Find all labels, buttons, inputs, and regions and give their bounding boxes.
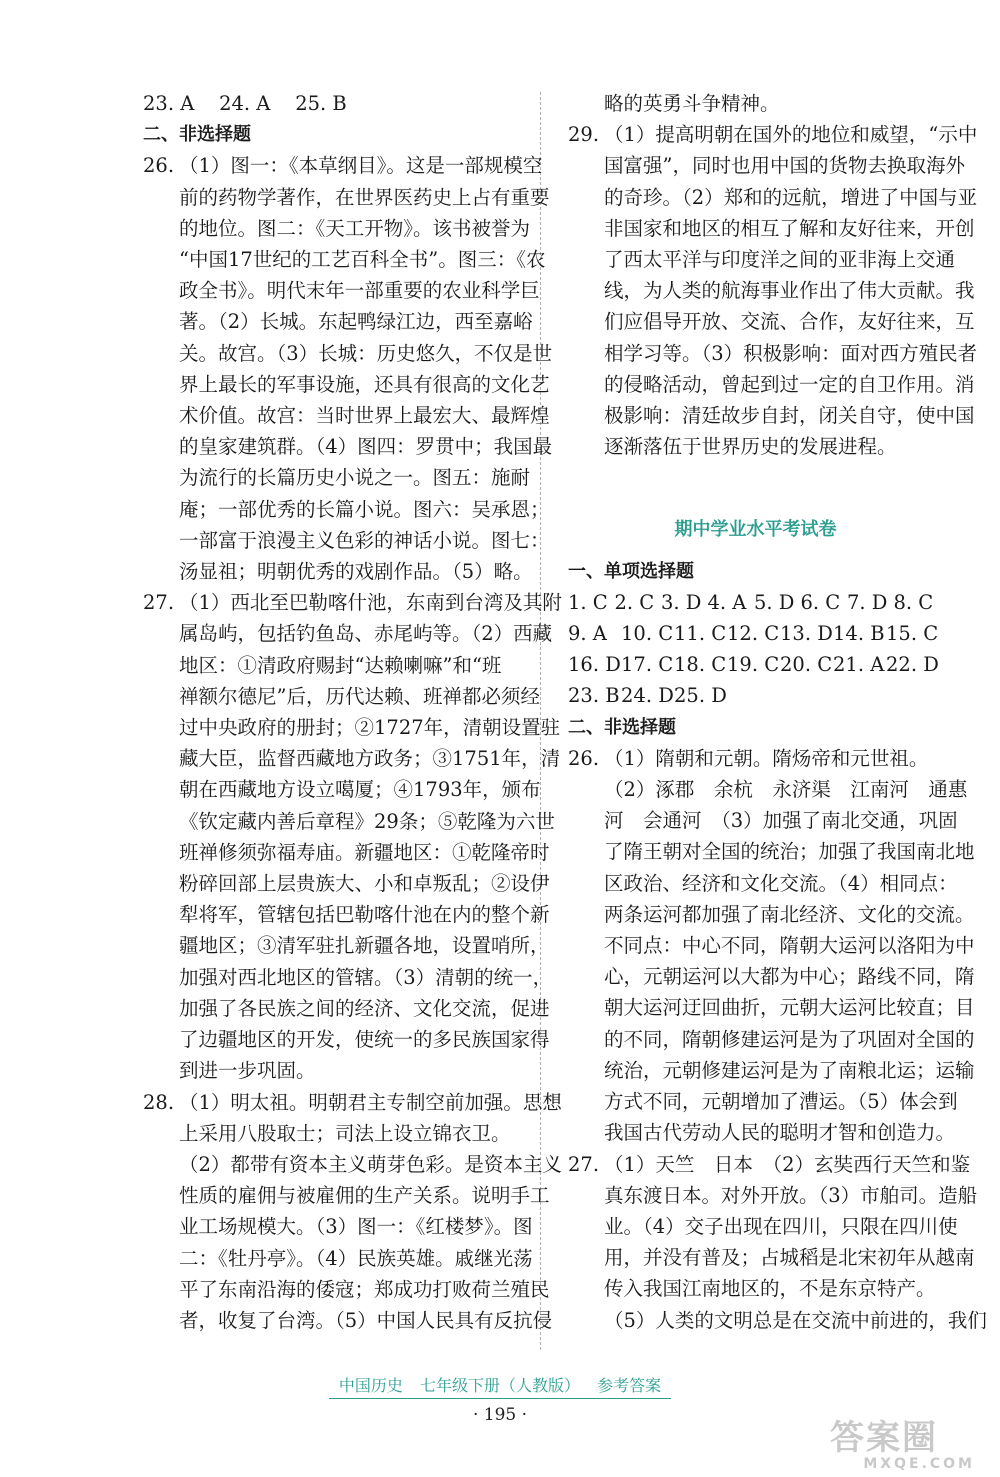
choice-answer: 4. A [707,590,747,614]
text-line: 界上最长的军事设施，还具有很高的文化艺 [179,372,550,396]
question-body [604,1149,987,1336]
choice-answer: 11. C [674,622,727,646]
text-line: “中国17世纪的工艺百科全书”。图三：《农 [179,248,546,272]
text-line: 业。（4）交子出现在四川，只限在四川使 [604,1214,958,1238]
text-line: 的奇珍。（2）郑和的远航，增进了中国与亚 [604,185,978,209]
choice-answer: 24. D [621,684,674,708]
text-line: 粉碎回部上层贵族大、小和卓叛乱；②设伊 [179,872,550,896]
text-line: 政全书》。明代末年一部重要的农业科学巨 [179,279,540,303]
text-line: 关。故宫。（3）长城：历史悠久，不仅是世 [179,341,553,365]
text-line: 我国古代劳动人民的聪明才智和创造力。 [604,1121,956,1145]
footer-grade: 七年级下册（人教版） [419,1376,580,1395]
choice-answer: 13. D [780,622,833,646]
footer-subject: 中国历史 [338,1376,403,1395]
question-body [604,119,977,462]
choice-row [568,587,943,618]
text-line: 传入我国江南地区的，不是东京特产。 [604,1277,936,1301]
choice-answer: 2. C [614,590,655,614]
question-body [179,1087,562,1337]
text-line: 庵；一部优秀的长篇小说。图六：吴承恩； [179,497,550,521]
footer-bar [329,1373,671,1399]
text-line: （1）隋朝和元朝。隋炀帝和元世祖。 [604,746,929,770]
text-line: 朝在西藏地方设立噶厦；④1793年，颁布 [179,778,541,802]
choice-answer: 20. C [780,653,833,677]
question-number: 27. [143,591,175,615]
text-line: 相学习等。（3）积极影响：面对西方殖民者 [604,341,978,365]
text-line: 者，收复了台湾。（5）中国人民具有反抗侵 [179,1308,553,1332]
choice-answer: 14. B [833,622,885,646]
choice-answer: 1. C [568,590,608,614]
text-line: 了西太平洋与印度洋之间的亚非海上交通 [604,248,956,272]
text-line: 地区：①清政府赐封“达赖喇嘛”和“班 [179,653,502,677]
text-line: 两条运河都加强了南北经济、文化的交流。 [604,902,975,926]
answer-item: 25. B [295,92,347,115]
choice-answer: 15. C [886,622,939,646]
text-line: 不同点：中心不同，隋朝大运河以洛阳为中 [604,934,975,958]
text-line: 藏大臣，监督西藏地方政务；③1751年，清 [179,747,561,771]
text-line: 为流行的长篇历史小说之一。图五：施耐 [179,466,531,490]
choice-row [568,618,943,649]
text-line: 到进一步巩固。 [179,1059,316,1083]
text-line: 了边疆地区的开发，使统一的多民族国家得 [179,1028,550,1052]
left-column [143,88,562,1336]
footer-label: 参考答案 [597,1376,662,1395]
question-28 [143,1087,562,1337]
text-line: 方式不同，元朝增加了漕运。（5）体会到 [604,1090,958,1114]
choice-row [568,649,943,680]
text-line: 线，为人类的航海事业作出了伟大贡献。我 [604,279,975,303]
text-line: 统治，元朝修建运河是为了南粮北运；运输 [604,1058,975,1082]
text-line: 性质的雇佣与被雇佣的生产关系。说明手工 [179,1184,550,1208]
text-line: 了隋王朝对全国的统治；加强了我国南北地 [604,840,975,864]
section-heading: 二、非选择题 [143,124,251,146]
choice-answer: 22. D [886,653,939,677]
question-number: 26. [568,746,600,770]
text-line: 术价值。故宫：当时世界上最宏大、最辉煌 [179,404,550,428]
exam-section-title: 期中学业水平考试卷 [674,519,837,541]
watermark-main: 答案圈 [830,1418,938,1458]
choice-answer: 23. B [568,684,620,708]
question-body [179,150,552,587]
question-number: 26. [143,154,175,178]
text-line: （1）提高明朝在国外的地位和威望，“示中 [604,123,978,147]
question-26-mid [568,743,975,1149]
right-column [568,88,987,1336]
text-line: 加强了各民族之间的经济、文化交流，促进 [179,996,550,1020]
answer-item: 24. A [219,92,271,115]
text-line: （2）都带有资本主义萌芽色彩。是资本主义 [179,1152,562,1176]
choice-answer: 10. C [621,622,674,646]
text-line: 真东渡日本。对外开放。（3）市舶司。造船 [604,1183,978,1207]
page-footer [0,1373,1000,1399]
text-line: （1）明太祖。明朝君主专制空前加强。思想 [179,1090,562,1114]
choice-answer: 18. C [674,653,727,677]
question-number: 29. [568,123,600,147]
text-line: 的不同，隋朝修建运河是为了巩固对全国的 [604,1027,975,1051]
text-line: 心，元朝运河以大都为中心；路线不同，隋 [604,965,975,989]
text-line: 疆地区；③清军驻扎新疆各地，设置哨所， [179,934,550,958]
question-number: 28. [143,1090,175,1114]
text-line: 二：《牡丹亭》。（4）民族英雄。戚继光荡 [179,1246,533,1270]
text-line: （2）涿郡 余杭 永济渠 江南河 通惠 [604,778,968,802]
text-line: （1）图一：《本草纲目》。这是一部规模空 [179,154,543,178]
watermark-sub: MXQE.COM [863,1456,975,1472]
question-27-mid [568,1149,987,1336]
choice-answers [568,587,943,712]
text-line: 河 会通河 （3）加强了南北交通，巩固 [604,809,958,833]
section-heading: 二、非选择题 [568,716,676,738]
question-27 [143,587,562,1086]
choice-answer: 19. C [727,653,780,677]
text-line: 的皇家建筑群。（4）图四：罗贯中；我国最 [179,435,553,459]
text-line: 班禅修须弥福寿庙。新疆地区：①乾隆帝时 [179,840,550,864]
choice-row [568,680,943,711]
choice-answer: 21. A [833,653,885,677]
text-line: 前的药物学著作，在世界医药史上占有重要 [179,185,550,209]
question-body [604,743,975,1149]
text-line: （1）西北至巴勒喀什池，东南到台湾及其附 [179,591,562,615]
text-line: 过中央政府的册封；②1727年，清朝设置驻 [179,716,561,740]
choice-answer: 25. D [674,684,727,708]
text-line: 一部富于浪漫主义色彩的神话小说。图七： [179,528,550,552]
text-line: 的地位。图二：《天工开物》。该书被誉为 [179,216,531,240]
text-line: 用，并没有普及；占城稻是北宋初年从越南 [604,1246,975,1270]
text-line: 上采用八股取士；司法上设立锦衣卫。 [179,1121,511,1145]
choice-answer: 17. C [621,653,674,677]
text-line: 极影响：清廷故步自封，闭关自守，使中国 [604,404,975,428]
answer-row-top [143,88,518,119]
question-29 [568,119,978,462]
text-line: 《钦定藏内善后章程》29条；⑤乾隆为六世 [179,809,555,833]
text-line: 加强对西北地区的管辖。（3）清朝的统一， [179,965,553,989]
text-line: （5）人类的文明总是在交流中前进的，我们 [604,1308,987,1332]
text-line: 朝大运河迂回曲折，元朝大运河比较直；目 [604,996,975,1020]
question-body [179,587,562,1086]
text-line: 业工场规模大。（3）图一：《红楼梦》。图 [179,1215,533,1239]
question-28-continued: 略的英勇斗争精神。 [604,92,780,115]
choice-answer: 3. D [661,590,702,614]
text-line: 属岛屿，包括钓鱼岛、赤尾屿等。（2）西藏 [179,622,553,646]
choice-answer: 7. D [847,590,888,614]
text-line: 们应倡导开放、交流、合作，友好往来，互 [604,310,975,334]
text-line: 犁将军，管辖包括巴勒喀什池在内的整个新 [179,903,550,927]
text-line: 区政治、经济和文化交流。（4）相同点： [604,871,958,895]
section-heading: 一、单项选择题 [568,560,694,582]
text-line: 汤显祖；明朝优秀的戏剧作品。（5）略。 [179,560,533,584]
text-line: 国富强”，同时也用中国的货物去换取海外 [604,154,965,178]
choice-answer: 12. C [727,622,780,646]
choice-answer: 16. D [568,653,621,677]
question-26 [143,150,553,587]
text-line: 禅额尔德尼”后，历代达赖、班禅都必须经 [179,684,540,708]
page-number: · 195 · [472,1405,528,1425]
text-line: 逐渐落伍于世界历史的发展进程。 [604,435,897,459]
watermark-logo [830,1420,995,1475]
text-line: 著。（2）长城。东起鸭绿江边，西至嘉峪 [179,310,533,334]
text-line: 平了东南沿海的倭寇；郑成功打败荷兰殖民 [179,1277,550,1301]
text-line: 的侵略活动，曾起到过一定的自卫作用。消 [604,372,975,396]
choice-answer: 9. A [568,622,607,646]
text-line: 非国家和地区的相互了解和友好往来，开创 [604,216,975,240]
choice-answer: 8. C [893,590,934,614]
answer-item: 23. A [143,92,195,115]
question-number: 27. [568,1152,600,1176]
choice-answer: 5. D [754,590,795,614]
choice-answer: 6. C [800,590,841,614]
text-line: （1）天竺 日本 （2）玄奘西行天竺和鉴 [604,1152,971,1176]
